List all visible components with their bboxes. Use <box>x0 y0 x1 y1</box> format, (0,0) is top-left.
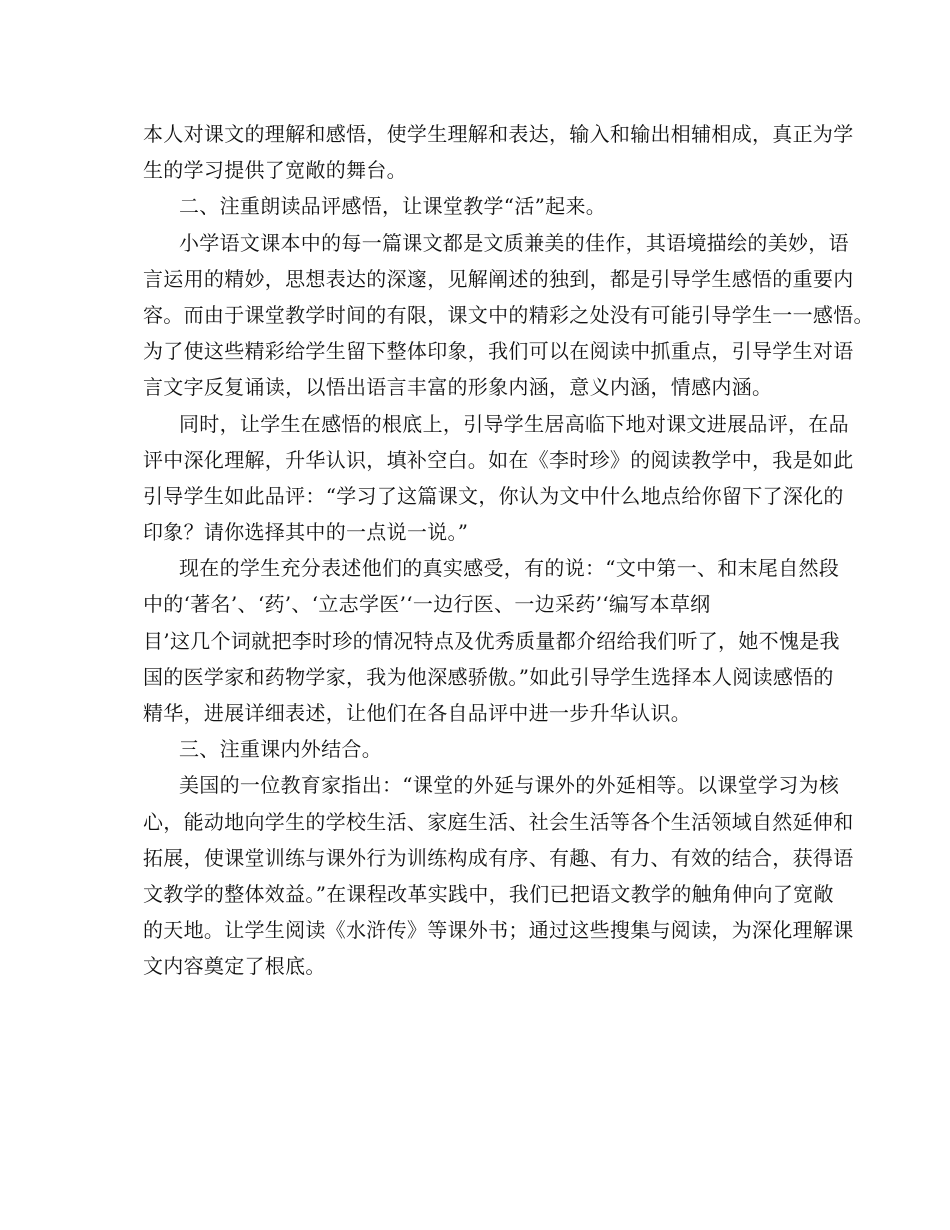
text-line: 现在的学生充分表述他们的真实感受，有的说：“文中第一、和末尾自然段 <box>179 556 840 581</box>
text-line: 言运用的精妙，思想表达的深邃，见解阐述的独到，都是引导学生感悟的重要内 <box>143 266 854 291</box>
text-line: 引导学生如此品评：“学习了这篇课文，你认为文中什么地点给你留下了深化的 <box>143 483 844 508</box>
text-line: 目’这几个词就把李时珍的情况特点及优秀质量都介绍给我们听了，她不愧是我 <box>143 628 840 653</box>
text-line: 为了使这些精彩给学生留下整体印象，我们可以在阅读中抓重点，引导学生对语 <box>143 339 854 364</box>
text-line: 心，能动地向学生的学校生活、家庭生活、社会生活等各个生活领域自然延伸和 <box>143 809 854 834</box>
text-line: 文内容奠定了根底。 <box>143 954 326 979</box>
text-line: 生的学习提供了宽敞的舞台。 <box>143 158 407 183</box>
section-heading: 二、注重朗读品评感悟，让课堂教学“活”起来。 <box>179 194 607 219</box>
text-line: 同时，让学生在感悟的根底上，引导学生居高临下地对课文进展品评，在品 <box>179 411 849 436</box>
text-line: 精华，进展详细表述，让他们在各自品评中进一步升华认识。 <box>143 701 692 725</box>
text-line: 小学语文课本中的每一篇课文都是文质兼美的佳作，其语境描绘的美妙，语 <box>179 230 849 255</box>
document-body <box>143 116 874 985</box>
text-line: 印象？请你选择其中的一点说一说。” <box>143 520 469 545</box>
text-line: 本人对课文的理解和感悟，使学生理解和表达，输入和输出相辅相成，真正为学 <box>143 122 854 146</box>
text-line: 容。而由于课堂教学时间的有限，课文中的精彩之处没有可能引导学生一一感悟。 <box>143 302 874 327</box>
text-line: 文教学的整体效益。”在课程改革实践中，我们已把语文教学的触角伸向了宽敞 <box>143 881 834 906</box>
section-heading: 三、注重课内外结合。 <box>179 737 382 762</box>
text-line: 美国的一位教育家指出：“课堂的外延与课外的外延相等。以课堂学习为核 <box>179 773 840 798</box>
text-line: 言文字反复诵读，以悟出语言丰富的形象内涵，意义内涵，情感内涵。 <box>143 375 773 400</box>
text-line: 国的医学家和药物学家，我为他深感骄傲。”如此引导学生选择本人阅读感悟的 <box>143 664 834 689</box>
text-line: 中的‘著名’、‘药’、‘立志学医’‘一边行医、一边采药’‘编写本草纲 <box>143 592 711 617</box>
text-line: 拓展，使课堂训练与课外行为训练构成有序、有趣、有力、有效的结合，获得语 <box>143 845 854 870</box>
text-line: 评中深化理解，升华认识，填补空白。如在《李时珍》的阅读教学中，我是如此 <box>143 447 854 472</box>
text-line: 的天地。让学生阅读《水浒传》等课外书；通过这些搜集与阅读，为深化理解课 <box>143 918 854 943</box>
